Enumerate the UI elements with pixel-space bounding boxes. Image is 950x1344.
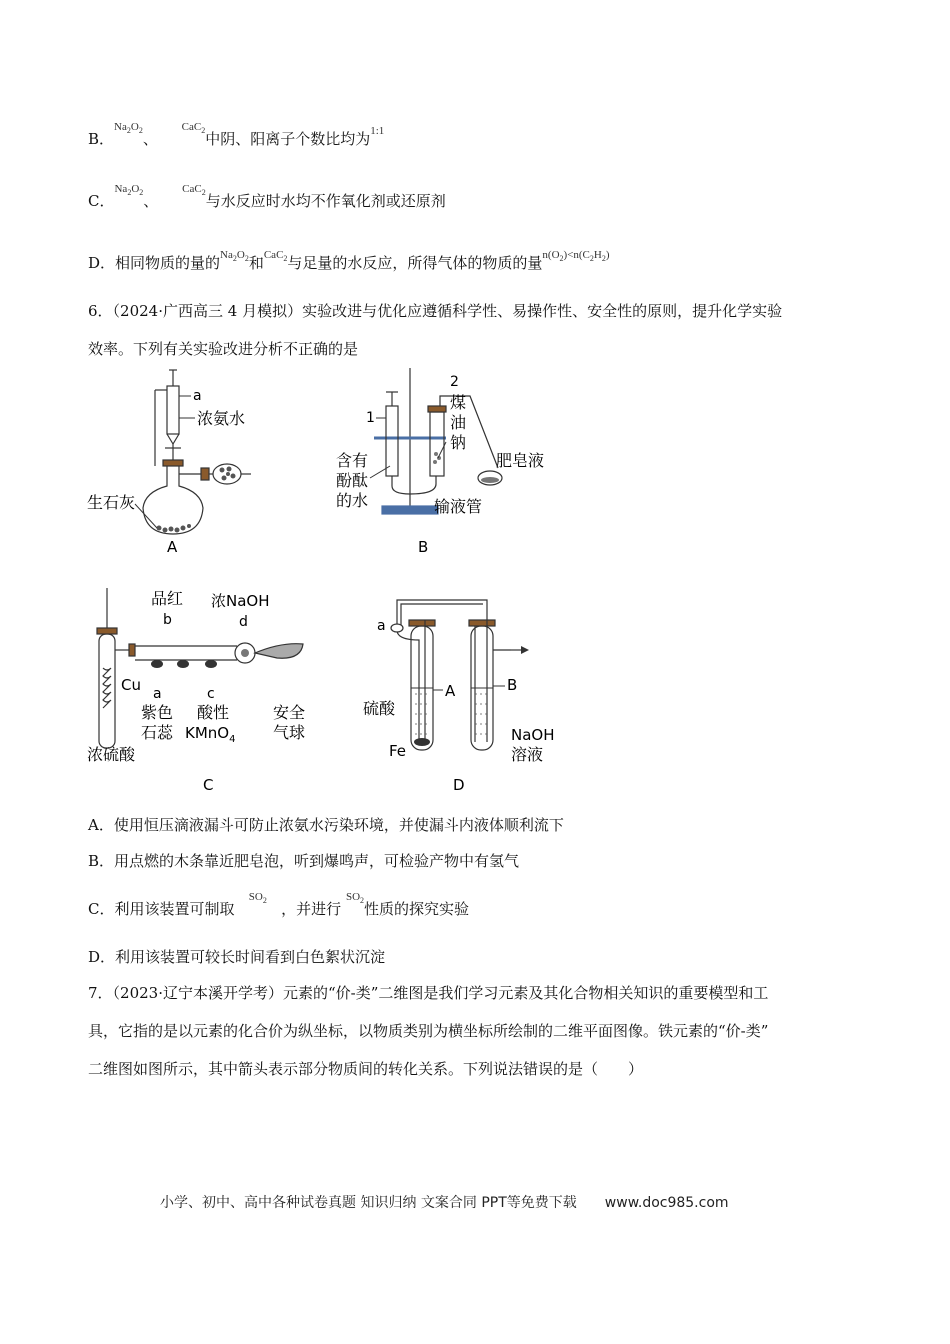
caption-b: B bbox=[418, 538, 429, 556]
formula-cac2: CaC2 bbox=[181, 121, 206, 135]
label-A: A bbox=[445, 682, 456, 700]
label-litmus-1: 紫色 bbox=[141, 703, 174, 722]
label-1: 1 bbox=[366, 410, 375, 426]
label-water-1: 含有 bbox=[336, 451, 369, 470]
label-balloon-2: 气球 bbox=[273, 723, 306, 742]
q6-option-c: C．利用该装置可制取 $^{SO_2}$ ，并进行 $^{SO_2}$性质的探究实验 bbox=[88, 891, 470, 918]
label-kerosene-2: 油 bbox=[450, 413, 467, 432]
q6-option-b: B．用点燃的木条靠近肥皂泡，听到爆鸣声，可检验产物中有氢气 bbox=[88, 852, 520, 870]
label-kmno4-1: 酸性 bbox=[197, 703, 230, 722]
caption-a: A bbox=[167, 538, 178, 556]
q6-stem-line2: 效率。下列有关实验改进分析不正确的是 bbox=[88, 340, 359, 358]
label-balloon-1: 安全 bbox=[273, 703, 306, 722]
label-fe: Fe bbox=[389, 742, 407, 760]
label-pinhong: 品红 bbox=[151, 589, 184, 608]
label-water-3: 的水 bbox=[336, 491, 369, 510]
figure-a bbox=[85, 368, 265, 558]
option-b: B．$^{Na_2O_2}$、 $^{CaC_2}$中阴、阳离子个数比均为$^{1:1}$ bbox=[88, 121, 385, 148]
label-ammonia: 浓氨水 bbox=[197, 409, 246, 428]
label-soap: 肥皂液 bbox=[496, 451, 545, 470]
footer-link[interactable]: www.doc985.com bbox=[604, 1195, 729, 1211]
label-naoh-1: NaOH bbox=[511, 726, 555, 744]
label-a: a bbox=[193, 388, 202, 404]
q6-option-a: A．使用恒压滴液漏斗可防止浓氨水污染环境，并使漏斗内液体顺利流下 bbox=[88, 816, 564, 834]
q7-stem-line2: 具，它指的是以元素的化合价为纵坐标，以物质类别为横坐标所绘制的二维平面图像。铁元素的“价-类” bbox=[88, 1022, 769, 1040]
label-cu: Cu bbox=[121, 676, 141, 694]
option-c: C．$^{Na_2O_2}$、 $^{CaC_2}$与水反应时水均不作氧化剂或还原剂 bbox=[88, 183, 446, 210]
gas-expression: n(O2)<n(C2H2) bbox=[542, 249, 610, 263]
figure-c bbox=[85, 588, 315, 798]
label-naoh: 浓NaOH bbox=[211, 592, 270, 610]
label-b: b bbox=[163, 612, 172, 628]
label-litmus-2: 石蕊 bbox=[141, 723, 174, 742]
label-kmno4-2: KMnO$_4$ bbox=[185, 724, 236, 745]
figure-d bbox=[355, 590, 565, 800]
label-d-acid: 硫酸 bbox=[363, 699, 396, 718]
label-d: d bbox=[239, 614, 248, 630]
label-kerosene-1: 煤 bbox=[450, 393, 467, 412]
formula-so2-2: SO2 bbox=[345, 891, 365, 905]
footer-text: 小学、初中、高中各种试卷真题 知识归纳 文案合同 PPT等免费下载 bbox=[160, 1195, 577, 1211]
label-water-2: 酚酞 bbox=[336, 471, 369, 490]
label-quicklime: 生石灰 bbox=[87, 493, 136, 512]
q7-stem-line1: 7．（2023·辽宁本溪开学考）元素的“价-类”二维图是我们学习元素及其化合物相关知识的重要模型和工 bbox=[88, 984, 769, 1002]
q7-stem-line3: 二维图如图所示，其中箭头表示部分物质间的转化关系。下列说法错误的是（ ） bbox=[88, 1060, 644, 1078]
formula-so2: SO2 bbox=[248, 891, 267, 905]
option-d: D．相同物质的量的$^{Na_2O_2}$和$^{CaC_2}$与足量的水反应，所得气体的物质的量$^{n(O_2)<n(C_2H_2)}$ bbox=[88, 249, 610, 272]
label-tube: 输液管 bbox=[434, 497, 483, 516]
ratio: 1:1 bbox=[370, 125, 385, 137]
caption-c: C bbox=[203, 776, 214, 794]
label-c-c: c bbox=[207, 686, 215, 702]
figure-b bbox=[330, 368, 560, 558]
label-d-a: a bbox=[377, 618, 386, 634]
caption-d: D bbox=[453, 776, 465, 794]
label-naoh-2: 溶液 bbox=[511, 745, 544, 764]
label-2: 2 bbox=[450, 374, 459, 390]
q6-option-d: D．利用该装置可较长时间看到白色絮状沉淀 bbox=[88, 948, 386, 966]
label-c-a: a bbox=[153, 686, 162, 702]
label-conc-acid: 浓硫酸 bbox=[87, 745, 136, 764]
label-B: B bbox=[507, 676, 518, 694]
q6-stem-line1: 6．（2024·广西高三 4 月模拟）实验改进与优化应遵循科学性、易操作性、安全性的原则，提升化学实验 bbox=[88, 302, 783, 320]
formula-na2o2: Na2O2 bbox=[114, 121, 143, 135]
label-sodium: 钠 bbox=[450, 433, 467, 452]
footer bbox=[160, 1192, 729, 1212]
